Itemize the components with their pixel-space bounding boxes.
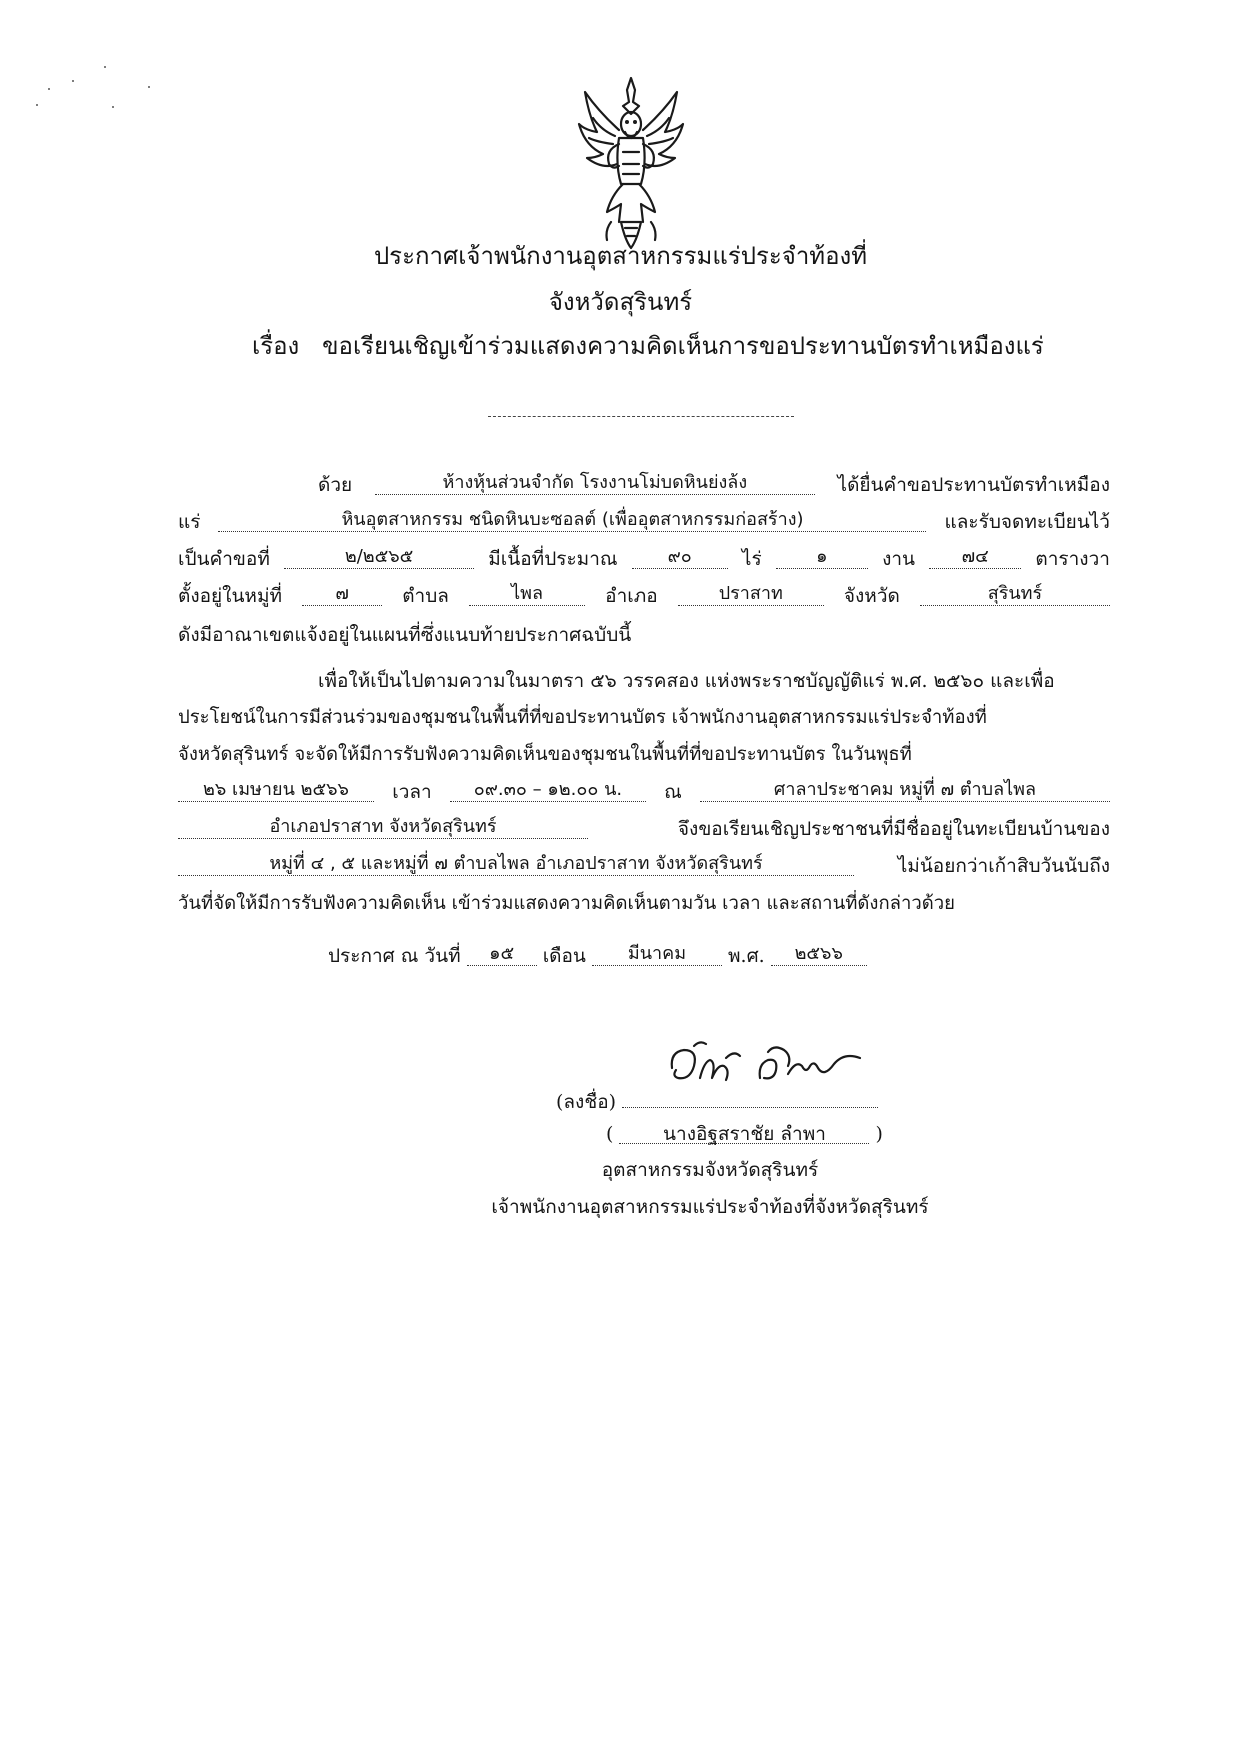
announce-line — [328, 941, 867, 971]
open-paren: ( — [606, 1123, 614, 1145]
header-divider — [488, 416, 794, 417]
province-value: สุรินทร์ — [987, 583, 1043, 604]
amphoe-value: ปราสาท — [718, 583, 783, 604]
title-line-1: ประกาศเจ้าพนักงานอุตสาหกรรมแร่ประจำท้องที่ — [373, 242, 868, 270]
tambon-label: ตำบล — [402, 585, 449, 607]
area-label: มีเนื้อที่ประมาณ — [488, 548, 618, 570]
applicant-value: ห้างหุ้นส่วนจำกัด โรงงานโม่บดหินย่งล้ง — [442, 472, 748, 493]
announce-day-value: ๑๕ — [489, 943, 515, 964]
handwritten-signature — [664, 1038, 884, 1098]
para1-line-1 — [318, 470, 1110, 500]
hearing-date-value: ๒๖ เมษายน ๒๕๖๖ — [203, 779, 349, 800]
subject-line — [252, 326, 1044, 365]
para1-line-5: ดังมีอาณาเขตแจ้งอยู่ในแผนที่ซึ่งแนบท้ายประกาศฉบับนี้ — [178, 624, 632, 646]
mineral-value: หินอุตสาหกรรม ชนิดหินบะซอลต์ (เพื่ออุตสาหกรรมก่อสร้าง) — [341, 509, 804, 530]
place-label: ณ — [664, 781, 682, 803]
announce-label: ประกาศ ณ วันที่ — [328, 945, 461, 967]
moo-value: ๗ — [335, 583, 349, 604]
deadline-text: ไม่น้อยกว่าเก้าสิบวันนับถึง — [897, 855, 1110, 877]
title-line-2: จังหวัดสุรินทร์ — [548, 288, 693, 316]
hearing-place-value: ศาลาประชาคม หมู่ที่ ๗ ตำบลไพล — [773, 779, 1037, 800]
para2-line-4 — [178, 777, 1110, 807]
para1-line-4 — [178, 581, 1110, 611]
subject-text: ขอเรียนเชิญเข้าร่วมแสดงความคิดเห็นการขอประทานบัตรทำเหมืองแร่ — [322, 332, 1044, 360]
year-label: พ.ศ. — [728, 945, 765, 967]
close-paren: ) — [875, 1123, 883, 1145]
invite-text: จึงขอเรียนเชิญประชาชนที่มีชื่ออยู่ในทะเบียนบ้านของ — [677, 818, 1110, 840]
province-label: จังหวัด — [843, 585, 900, 607]
para2-line-2: ประโยชน์ในการมีส่วนร่วมของชุมชนในพื้นที่ที่ขอประทานบัตร เจ้าพนักงานอุตสาหกรรมแร่ประจำท้องที่ — [178, 707, 987, 728]
sign-label: (ลงชื่อ) — [556, 1091, 617, 1113]
request-no-value: ๒/๒๕๖๕ — [344, 546, 414, 567]
para1-line-3 — [178, 544, 1110, 574]
para2-text-1: เพื่อให้เป็นไปตามความในมาตรา ๕๖ วรรคสอง แห่งพระราชบัญญัติแร่ พ.ศ. ๒๕๖๐ และเพื่อ — [318, 670, 1055, 692]
para2-line-3: จังหวัดสุรินทร์ จะจัดให้มีการรับฟังความคิดเห็นของชุมชนในพื้นที่ที่ขอประทานบัตร ในวันพุธที่ — [178, 744, 912, 765]
mineral-suffix: และรับจดทะเบียนไว้ — [944, 511, 1110, 533]
moo-label: ตั้งอยู่ในหมู่ที่ — [178, 585, 282, 607]
para2-line-7: วันที่จัดให้มีการรับฟังความคิดเห็น เข้าร่วมแสดงความคิดเห็นตามวัน เวลา และสถานที่ดังกล่าวด้วย — [178, 893, 956, 914]
mineral-label: แร่ — [178, 511, 201, 533]
hearing-time-value: ๐๙.๓๐ – ๑๒.๐๐ น. — [473, 779, 623, 800]
time-label: เวลา — [392, 781, 432, 803]
request-no-label: เป็นคำขอที่ — [178, 548, 270, 570]
month-label: เดือน — [542, 945, 586, 967]
para2-line-5 — [178, 814, 1110, 844]
signer-position-2: เจ้าพนักงานอุตสาหกรรมแร่ประจำท้องที่จังหวัดสุรินทร์ — [491, 1196, 929, 1218]
wa-value: ๗๔ — [961, 546, 989, 567]
para1-line-2 — [178, 507, 1110, 537]
signer-position-1: อุตสาหกรรมจังหวัดสุรินทร์ — [601, 1159, 819, 1181]
subject-label: เรื่อง — [252, 332, 300, 360]
ngan-label: งาน — [882, 548, 916, 570]
villages-value: หมู่ที่ ๔ , ๕ และหมู่ที่ ๗ ตำบลไพล อำเภอปราสาท จังหวัดสุรินทร์ — [269, 853, 763, 874]
rai-value: ๙๐ — [667, 546, 692, 567]
garuda-emblem — [575, 72, 687, 252]
tambon-value: ไพล — [511, 583, 544, 604]
amphoe-label: อำเภอ — [605, 585, 658, 607]
signer-name-line — [606, 1119, 883, 1145]
rai-label: ไร่ — [741, 548, 762, 570]
signer-name: นางอิฐสราชัย ลำพา — [663, 1123, 826, 1145]
applicant-label: ด้วย — [318, 474, 353, 496]
announce-year-value: ๒๕๖๖ — [794, 943, 843, 964]
wa-label: ตารางวา — [1035, 548, 1110, 570]
para2-line-1 — [318, 666, 1110, 696]
hearing-place-cont-value: อำเภอปราสาท จังหวัดสุรินทร์ — [269, 816, 497, 837]
applicant-suffix: ได้ยื่นคำขอประทานบัตรทำเหมือง — [837, 474, 1110, 496]
ngan-value: ๑ — [816, 546, 828, 567]
announce-month-value: มีนาคม — [627, 943, 687, 964]
para2-line-6 — [178, 851, 1110, 881]
